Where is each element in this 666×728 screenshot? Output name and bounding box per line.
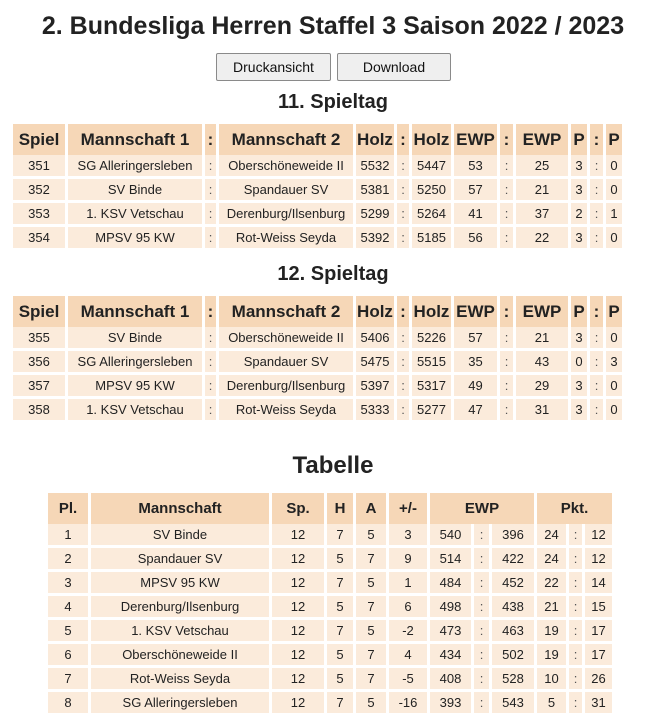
- table-cell: 0: [606, 155, 622, 176]
- table-cell: 352: [13, 176, 65, 200]
- table-cell: Derenburg/Ilsenburg: [219, 372, 353, 396]
- table-cell: 3: [571, 155, 587, 176]
- table-cell: 0: [606, 396, 622, 420]
- table-cell: 12: [272, 665, 324, 689]
- table-row: [48, 524, 612, 545]
- table-cell: 0: [606, 176, 622, 200]
- header-cell: EWP: [516, 296, 568, 327]
- table-cell: SG Alleringersleben: [91, 689, 269, 713]
- header-cell: Mannschaft 2: [219, 296, 353, 327]
- table-row: [13, 372, 622, 396]
- separator-cell: :: [397, 396, 409, 420]
- header-cell: H: [327, 493, 353, 524]
- table-cell: 3: [606, 348, 622, 372]
- table-cell: 0: [571, 348, 587, 372]
- table-cell: 37: [516, 200, 568, 224]
- table-cell: 12: [272, 617, 324, 641]
- table-cell: 21: [516, 176, 568, 200]
- header-cell: P: [606, 296, 622, 327]
- table-cell: 22: [537, 569, 566, 593]
- table-row: [48, 545, 612, 569]
- separator-cell: :: [397, 224, 409, 248]
- header-cell: Mannschaft: [91, 493, 269, 524]
- separator-cell: :: [569, 641, 582, 665]
- separator-cell: :: [500, 372, 513, 396]
- header-cell: A: [356, 493, 386, 524]
- header-cell: EWP: [454, 124, 497, 155]
- table-cell: 2: [48, 545, 88, 569]
- table-row: [13, 176, 622, 200]
- table-cell: 12: [272, 593, 324, 617]
- table-cell: Oberschöneweide II: [219, 327, 353, 348]
- header-cell: :: [397, 296, 409, 327]
- table-cell: 7: [356, 545, 386, 569]
- table-cell: -16: [389, 689, 427, 713]
- separator-cell: :: [205, 176, 216, 200]
- table-cell: 25: [516, 155, 568, 176]
- table-cell: 7: [327, 617, 353, 641]
- table-cell: 7: [356, 641, 386, 665]
- header-cell: Mannschaft 2: [219, 124, 353, 155]
- table-cell: 357: [13, 372, 65, 396]
- separator-cell: :: [500, 224, 513, 248]
- separator-cell: :: [397, 348, 409, 372]
- table-cell: 5475: [356, 348, 394, 372]
- table-cell: 5: [356, 524, 386, 545]
- separator-cell: :: [590, 224, 603, 248]
- header-cell: P: [606, 124, 622, 155]
- table-cell: SG Alleringersleben: [68, 348, 202, 372]
- table-row: [48, 689, 612, 713]
- table-row: [13, 224, 622, 248]
- header-cell: Pl.: [48, 493, 88, 524]
- table-cell: 0: [606, 327, 622, 348]
- table-cell: 5185: [412, 224, 451, 248]
- table-cell: 14: [585, 569, 612, 593]
- round-table-12: [10, 296, 625, 420]
- header-cell: Holz: [412, 296, 451, 327]
- header-cell: Spiel: [13, 296, 65, 327]
- table-cell: 5: [356, 569, 386, 593]
- table-cell: 12: [272, 689, 324, 713]
- table-cell: 5532: [356, 155, 394, 176]
- separator-cell: :: [590, 396, 603, 420]
- table-cell: 514: [430, 545, 471, 569]
- header-cell: :: [590, 296, 603, 327]
- table-cell: 31: [516, 396, 568, 420]
- table-cell: 29: [516, 372, 568, 396]
- table-cell: 3: [48, 569, 88, 593]
- table-cell: 12: [585, 524, 612, 545]
- header-cell: Holz: [412, 124, 451, 155]
- table-cell: 7: [327, 689, 353, 713]
- table-cell: 5226: [412, 327, 451, 348]
- table-cell: Spandauer SV: [91, 545, 269, 569]
- round-table-11: [10, 124, 625, 248]
- table-cell: 438: [492, 593, 534, 617]
- table-cell: 463: [492, 617, 534, 641]
- separator-cell: :: [205, 327, 216, 348]
- header-cell: Mannschaft 1: [68, 296, 202, 327]
- table-cell: 35: [454, 348, 497, 372]
- table-cell: 12: [272, 641, 324, 665]
- table-cell: 53: [454, 155, 497, 176]
- table-cell: 0: [606, 224, 622, 248]
- table-cell: 452: [492, 569, 534, 593]
- print-view-button[interactable]: Druckansicht: [216, 53, 331, 81]
- header-cell: :: [500, 296, 513, 327]
- table-cell: 354: [13, 224, 65, 248]
- separator-cell: :: [397, 200, 409, 224]
- table-cell: 5: [327, 665, 353, 689]
- table-cell: 351: [13, 155, 65, 176]
- table-row: [13, 327, 622, 348]
- table-cell: SV Binde: [68, 327, 202, 348]
- header-cell: :: [205, 296, 216, 327]
- separator-cell: :: [500, 176, 513, 200]
- table-cell: 356: [13, 348, 65, 372]
- table-cell: 540: [430, 524, 471, 545]
- table-cell: 9: [389, 545, 427, 569]
- table-cell: 17: [585, 617, 612, 641]
- header-cell: Spiel: [13, 124, 65, 155]
- table-row: [13, 155, 622, 176]
- table-cell: 1. KSV Vetschau: [68, 396, 202, 420]
- table-cell: 3: [571, 396, 587, 420]
- table-cell: 5333: [356, 396, 394, 420]
- header-cell: :: [590, 124, 603, 155]
- separator-cell: :: [474, 569, 489, 593]
- separator-cell: :: [205, 200, 216, 224]
- table-cell: -2: [389, 617, 427, 641]
- separator-cell: :: [569, 617, 582, 641]
- separator-cell: :: [569, 593, 582, 617]
- table-cell: 7: [356, 593, 386, 617]
- table-cell: 10: [537, 665, 566, 689]
- table-cell: 3: [571, 176, 587, 200]
- header-cell: Holz: [356, 124, 394, 155]
- separator-cell: :: [500, 348, 513, 372]
- table-cell: 7: [48, 665, 88, 689]
- table-cell: 12: [272, 569, 324, 593]
- table-cell: 5406: [356, 327, 394, 348]
- separator-cell: :: [590, 372, 603, 396]
- table-cell: 5317: [412, 372, 451, 396]
- separator-cell: :: [569, 524, 582, 545]
- separator-cell: :: [474, 593, 489, 617]
- table-cell: 7: [327, 569, 353, 593]
- round-table-header: [13, 296, 622, 327]
- table-cell: 5250: [412, 176, 451, 200]
- table-cell: MPSV 95 KW: [68, 372, 202, 396]
- separator-cell: :: [569, 569, 582, 593]
- table-cell: 57: [454, 176, 497, 200]
- table-cell: 5: [48, 617, 88, 641]
- table-cell: 3: [571, 327, 587, 348]
- standings-header: [48, 493, 612, 524]
- table-cell: 355: [13, 327, 65, 348]
- table-cell: Rot-Weiss Seyda: [219, 396, 353, 420]
- table-cell: 5: [537, 689, 566, 713]
- separator-cell: :: [569, 689, 582, 713]
- table-cell: 1: [389, 569, 427, 593]
- table-row: [48, 617, 612, 641]
- separator-cell: :: [205, 224, 216, 248]
- table-row: [48, 665, 612, 689]
- table-cell: 12: [585, 545, 612, 569]
- table-row: [48, 641, 612, 665]
- table-cell: 528: [492, 665, 534, 689]
- round-table-header: [13, 124, 622, 155]
- table-cell: 6: [48, 641, 88, 665]
- table-cell: 5264: [412, 200, 451, 224]
- table-cell: 56: [454, 224, 497, 248]
- separator-cell: :: [474, 545, 489, 569]
- separator-cell: :: [205, 372, 216, 396]
- separator-cell: :: [500, 155, 513, 176]
- table-cell: Spandauer SV: [219, 348, 353, 372]
- table-cell: 7: [356, 665, 386, 689]
- table-cell: 1: [606, 200, 622, 224]
- separator-cell: :: [590, 200, 603, 224]
- table-cell: 543: [492, 689, 534, 713]
- table-cell: 47: [454, 396, 497, 420]
- table-cell: 5: [327, 641, 353, 665]
- table-cell: 7: [327, 524, 353, 545]
- table-row: [13, 200, 622, 224]
- table-cell: 57: [454, 327, 497, 348]
- table-cell: 5: [327, 545, 353, 569]
- separator-cell: :: [205, 396, 216, 420]
- table-cell: 5: [356, 617, 386, 641]
- separator-cell: :: [500, 200, 513, 224]
- table-cell: 434: [430, 641, 471, 665]
- header-cell: Holz: [356, 296, 394, 327]
- separator-cell: :: [569, 665, 582, 689]
- header-cell: +/-: [389, 493, 427, 524]
- separator-cell: :: [500, 396, 513, 420]
- header-cell: EWP: [430, 493, 534, 524]
- table-cell: Oberschöneweide II: [219, 155, 353, 176]
- table-cell: Rot-Weiss Seyda: [91, 665, 269, 689]
- action-buttons: [216, 53, 451, 81]
- table-cell: Derenburg/Ilsenburg: [91, 593, 269, 617]
- table-cell: Oberschöneweide II: [91, 641, 269, 665]
- header-cell: Pkt.: [537, 493, 612, 524]
- table-cell: MPSV 95 KW: [91, 569, 269, 593]
- separator-cell: :: [474, 524, 489, 545]
- table-cell: 5277: [412, 396, 451, 420]
- table-cell: Derenburg/Ilsenburg: [219, 200, 353, 224]
- separator-cell: :: [474, 641, 489, 665]
- table-cell: 21: [516, 327, 568, 348]
- table-cell: 4: [48, 593, 88, 617]
- header-cell: P: [571, 296, 587, 327]
- table-cell: 31: [585, 689, 612, 713]
- page-title: 2. Bundesliga Herren Staffel 3 Saison 2022 / 2023: [41, 12, 625, 40]
- standings-table: [45, 493, 615, 713]
- table-cell: 396: [492, 524, 534, 545]
- header-cell: Mannschaft 1: [68, 124, 202, 155]
- separator-cell: :: [474, 617, 489, 641]
- table-cell: 24: [537, 545, 566, 569]
- separator-cell: :: [474, 689, 489, 713]
- table-cell: 3: [571, 224, 587, 248]
- separator-cell: :: [397, 176, 409, 200]
- table-cell: 1: [48, 524, 88, 545]
- table-cell: 5392: [356, 224, 394, 248]
- table-cell: 498: [430, 593, 471, 617]
- table-cell: 484: [430, 569, 471, 593]
- table-cell: 353: [13, 200, 65, 224]
- table-cell: 0: [606, 372, 622, 396]
- table-row: [13, 396, 622, 420]
- separator-cell: :: [474, 665, 489, 689]
- header-cell: :: [397, 124, 409, 155]
- round-title-12: 12. Spieltag: [277, 263, 389, 285]
- table-row: [48, 593, 612, 617]
- separator-cell: :: [397, 327, 409, 348]
- table-cell: 19: [537, 641, 566, 665]
- table-cell: 5299: [356, 200, 394, 224]
- separator-cell: :: [205, 348, 216, 372]
- header-cell: EWP: [516, 124, 568, 155]
- table-cell: MPSV 95 KW: [68, 224, 202, 248]
- separator-cell: :: [590, 176, 603, 200]
- table-cell: 17: [585, 641, 612, 665]
- table-cell: 43: [516, 348, 568, 372]
- separator-cell: :: [397, 155, 409, 176]
- table-cell: 2: [571, 200, 587, 224]
- table-cell: SV Binde: [91, 524, 269, 545]
- separator-cell: :: [590, 155, 603, 176]
- separator-cell: :: [590, 348, 603, 372]
- table-row: [48, 569, 612, 593]
- table-cell: 5: [356, 689, 386, 713]
- table-cell: 22: [516, 224, 568, 248]
- table-cell: 3: [571, 372, 587, 396]
- table-cell: 12: [272, 524, 324, 545]
- header-cell: Sp.: [272, 493, 324, 524]
- table-cell: 21: [537, 593, 566, 617]
- table-cell: 24: [537, 524, 566, 545]
- table-cell: SV Binde: [68, 176, 202, 200]
- standings-title: Tabelle: [292, 452, 374, 479]
- header-cell: :: [500, 124, 513, 155]
- round-title-11: 11. Spieltag: [277, 91, 389, 113]
- table-cell: 408: [430, 665, 471, 689]
- table-cell: 41: [454, 200, 497, 224]
- table-cell: Rot-Weiss Seyda: [219, 224, 353, 248]
- header-cell: EWP: [454, 296, 497, 327]
- table-cell: 422: [492, 545, 534, 569]
- table-cell: Spandauer SV: [219, 176, 353, 200]
- table-cell: 1. KSV Vetschau: [68, 200, 202, 224]
- table-cell: 12: [272, 545, 324, 569]
- table-cell: 15: [585, 593, 612, 617]
- table-cell: 5447: [412, 155, 451, 176]
- table-cell: 5381: [356, 176, 394, 200]
- table-cell: 502: [492, 641, 534, 665]
- table-cell: 4: [389, 641, 427, 665]
- separator-cell: :: [590, 327, 603, 348]
- table-cell: 8: [48, 689, 88, 713]
- table-cell: 1. KSV Vetschau: [91, 617, 269, 641]
- table-row: [13, 348, 622, 372]
- separator-cell: :: [397, 372, 409, 396]
- separator-cell: :: [205, 155, 216, 176]
- download-button[interactable]: Download: [337, 53, 451, 81]
- separator-cell: :: [500, 327, 513, 348]
- header-cell: P: [571, 124, 587, 155]
- table-cell: 5515: [412, 348, 451, 372]
- table-cell: 26: [585, 665, 612, 689]
- table-cell: SG Alleringersleben: [68, 155, 202, 176]
- table-cell: 3: [389, 524, 427, 545]
- separator-cell: :: [569, 545, 582, 569]
- table-cell: 473: [430, 617, 471, 641]
- header-cell: :: [205, 124, 216, 155]
- table-cell: 5: [327, 593, 353, 617]
- table-cell: 6: [389, 593, 427, 617]
- table-cell: 393: [430, 689, 471, 713]
- table-cell: 358: [13, 396, 65, 420]
- table-cell: -5: [389, 665, 427, 689]
- table-cell: 19: [537, 617, 566, 641]
- table-cell: 5397: [356, 372, 394, 396]
- table-cell: 49: [454, 372, 497, 396]
